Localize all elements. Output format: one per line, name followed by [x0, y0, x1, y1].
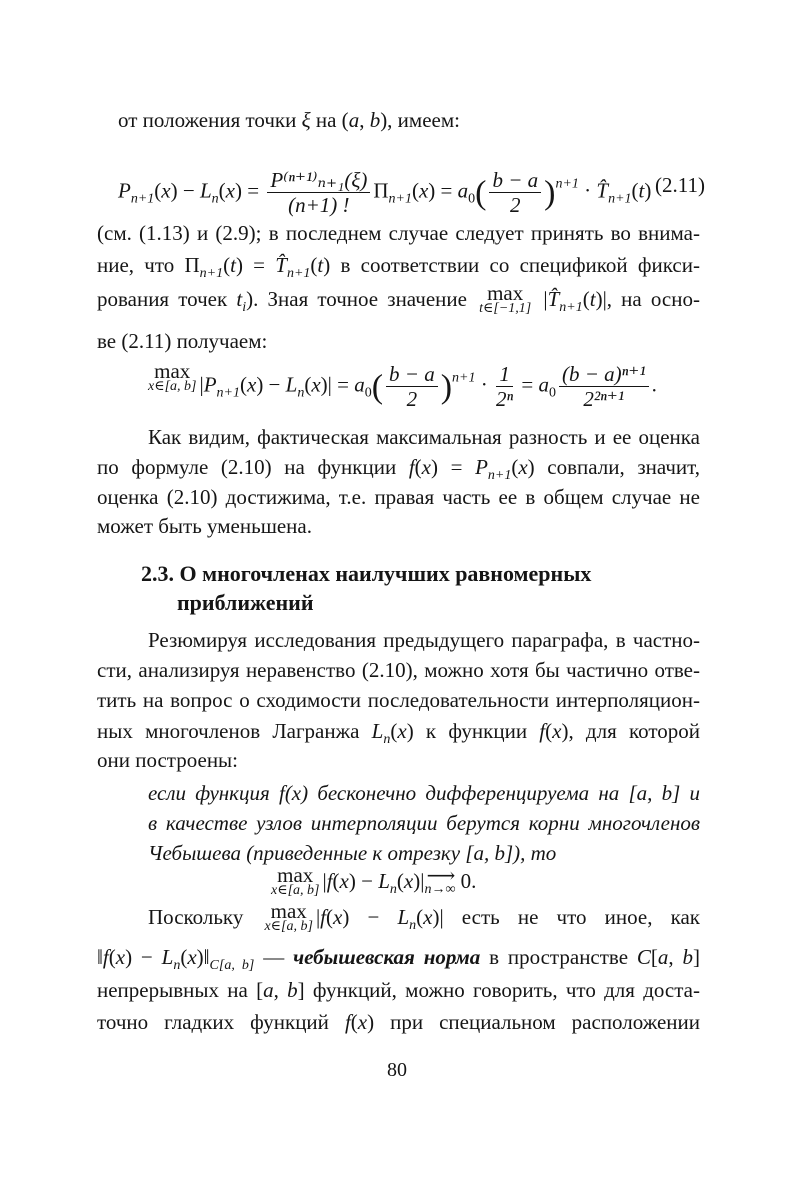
text-line — [97, 655, 700, 685]
text: ( — [582, 287, 590, 311]
math-text: b − a — [489, 168, 541, 193]
text: ), имеем: — [380, 108, 460, 132]
text-line — [97, 218, 700, 248]
text: ( — [350, 1010, 358, 1034]
text: )| — [432, 905, 444, 929]
text-line — [97, 899, 700, 941]
math-text: f — [344, 1010, 351, 1034]
math-text: x — [552, 719, 562, 743]
text: ) = — [428, 178, 458, 203]
text: ] — [693, 945, 701, 969]
text-line — [97, 422, 700, 452]
text: 0. — [455, 869, 477, 893]
math-text: L — [378, 869, 390, 893]
text: ве (2.11) получаем: — [97, 329, 268, 353]
text: ( — [396, 869, 404, 893]
math-subscript: 2 — [510, 193, 521, 217]
text: есть не что иное, как — [443, 905, 700, 929]
math-subscript: 2 — [406, 387, 418, 411]
text: . — [651, 372, 657, 397]
text: ных многочленов Лагранжа — [97, 719, 372, 743]
math-text: b — [682, 945, 694, 969]
math-text: P — [203, 372, 217, 397]
math-subscript: x∈[a, b] — [148, 379, 197, 394]
math-text: x — [246, 372, 257, 397]
math-text: x — [161, 178, 171, 203]
math-text: ) — [440, 368, 453, 406]
math-text: x — [403, 869, 414, 893]
math-text: b — [287, 978, 298, 1002]
text: , — [668, 945, 683, 969]
text: (см. (1.13) и (2.9); в последнем случае следует принять во внима- — [97, 221, 700, 245]
text: точно гладких функций — [97, 1010, 345, 1034]
math-text: в качестве узлов интерполяции берутся корни многочленов — [148, 811, 700, 835]
text: ) = — [430, 455, 476, 479]
limit-arrow — [424, 865, 456, 898]
math-text: T̂ — [547, 287, 560, 311]
text: · — [578, 178, 597, 203]
math-text: a — [457, 178, 469, 203]
text: ) к функции — [406, 719, 540, 743]
math-subscript: x∈[a, b] — [271, 883, 320, 898]
theorem-line — [148, 778, 700, 808]
math-text: f — [320, 905, 327, 929]
text: ) − — [348, 869, 379, 893]
math-text: ⟶ — [426, 865, 454, 888]
text: | — [322, 869, 327, 893]
math-text: a — [263, 978, 274, 1002]
text: | — [534, 287, 548, 311]
equation-number: (2.11) — [655, 173, 705, 197]
math-text: P — [475, 455, 488, 479]
text: · — [475, 372, 493, 397]
math-text: n+1 — [555, 176, 579, 192]
math-text: x — [187, 945, 197, 969]
text: Π — [373, 178, 389, 203]
text: ( — [304, 372, 312, 397]
text: Поскольку — [148, 905, 262, 929]
text: ) − — [342, 905, 398, 929]
text: ) при специальном расположении — [367, 1010, 701, 1034]
math-text: f — [102, 945, 109, 969]
text: по формуле (2.10) на функции — [97, 455, 409, 479]
text: ) − — [125, 945, 162, 969]
text-line — [97, 975, 700, 1005]
text: | — [199, 372, 204, 397]
text-line — [97, 1007, 700, 1037]
text: ( — [511, 455, 519, 479]
text: ), для которой — [561, 719, 700, 743]
text: они построены: — [97, 748, 239, 772]
math-text: ( — [475, 174, 487, 212]
math-text: если функция f(x) бесконечно дифференцируема на [a, b] и — [148, 781, 700, 805]
text: , — [273, 978, 288, 1002]
math-text: f — [539, 719, 546, 743]
math-subscript: 2²ⁿ⁺¹ — [583, 387, 625, 411]
math-text: x — [397, 719, 407, 743]
text: Резюмируя исследования предыдущего параграфа, в частно- — [148, 628, 700, 652]
text: ) — [323, 253, 331, 277]
text-line — [97, 745, 700, 775]
text: ) − — [170, 178, 200, 203]
equation-max-error — [145, 359, 748, 411]
math-text: приближений — [177, 590, 314, 615]
max-operator — [271, 863, 320, 898]
text: — — [254, 945, 294, 969]
text: ) совпали, значит, — [527, 455, 701, 479]
math-text: P⁽ⁿ⁺¹⁾ₙ₊₁(ξ) — [267, 168, 370, 193]
text: ( — [108, 945, 116, 969]
math-text: t — [236, 287, 243, 311]
text: ) = — [235, 253, 276, 277]
math-text: n — [211, 191, 219, 207]
text-line — [97, 685, 700, 715]
text: тить на вопрос о сходимости последовательности интерполяцион- — [97, 688, 700, 712]
math-text: Чебышева (приведенные к отрезку [a, b]), то — [148, 841, 557, 865]
math-text: L — [371, 719, 384, 743]
math-text: i — [242, 300, 247, 315]
math-text: a — [354, 372, 365, 397]
equation-2-11 — [118, 168, 721, 217]
math-text: 0 — [364, 385, 372, 401]
text: )‖ — [196, 945, 210, 969]
math-text: x — [357, 1010, 368, 1034]
math-text: t — [589, 287, 596, 311]
math-text: a — [348, 108, 360, 132]
text: | — [315, 905, 321, 929]
text: [ — [650, 945, 658, 969]
text: в пространстве — [480, 945, 637, 969]
math-text: n — [389, 882, 397, 897]
section-heading-cont — [177, 588, 780, 618]
text: оценка (2.10) достижима, т.е. правая часть ее в общем случае не — [97, 485, 700, 509]
text: ) — [644, 178, 652, 203]
math-text: t — [638, 178, 645, 203]
text: ( — [154, 178, 162, 203]
math-text: n+1 — [608, 191, 632, 207]
math-text: ξ — [301, 108, 311, 132]
math-text: f — [326, 869, 333, 893]
math-text: n — [383, 732, 391, 747]
theorem-line — [148, 838, 751, 868]
equation-convergence — [268, 863, 794, 905]
text: = — [516, 372, 539, 397]
text: )| — [413, 869, 425, 893]
text: от положения точки — [118, 108, 302, 132]
text: ] функций, можно говорить, что для доста- — [297, 978, 700, 1002]
fraction — [386, 362, 438, 411]
text: ( — [310, 253, 318, 277]
math-text: n+1 — [388, 191, 412, 207]
text: ( — [239, 372, 247, 397]
text: ние, что — [97, 253, 185, 277]
text: на ( — [310, 108, 349, 132]
text: ( — [390, 719, 398, 743]
math-text: x — [339, 869, 349, 893]
math-text: x — [333, 905, 343, 929]
math-text: L — [199, 178, 212, 203]
math-text: n — [409, 918, 417, 933]
math-text: x — [423, 905, 433, 929]
math-text: ) — [544, 174, 556, 212]
math-text: T̂ — [596, 178, 609, 203]
text: в соответствии со спецификой фикси- — [330, 253, 700, 277]
text: ) − — [256, 372, 286, 397]
math-subscript: x∈[a, b] — [264, 919, 313, 934]
text: ) = — [234, 178, 265, 203]
text: ( — [414, 455, 422, 479]
text: )| = — [320, 372, 355, 397]
math-text: ( — [371, 368, 384, 406]
text: рования точек — [97, 287, 237, 311]
math-text: x — [418, 178, 429, 203]
math-text: x — [518, 455, 528, 479]
math-text: b — [369, 108, 381, 132]
theorem-line — [148, 808, 700, 838]
fraction — [489, 168, 541, 217]
text-line — [97, 281, 700, 323]
text: Π — [184, 253, 200, 277]
text: сти, анализируя неравенство (2.10), можно хотя бы частично отве- — [97, 658, 700, 682]
math-text: b − a — [386, 362, 438, 387]
fraction — [559, 362, 649, 411]
math-text: max — [270, 899, 307, 923]
text: ( — [411, 178, 419, 203]
math-text: P — [118, 178, 131, 203]
math-text: n — [297, 385, 305, 401]
math-text: 0 — [468, 191, 476, 207]
text: ( — [218, 178, 226, 203]
math-text: n+1 — [286, 266, 311, 281]
section-heading — [141, 559, 744, 589]
math-text: a — [657, 945, 669, 969]
text: ‖ — [97, 945, 103, 969]
math-text: max — [154, 359, 191, 383]
math-text: n+1 — [216, 385, 240, 401]
fraction — [267, 168, 370, 217]
text: , — [359, 108, 370, 132]
math-text: C[a, b] — [209, 958, 255, 973]
math-text: a — [538, 372, 549, 397]
math-text: 1 — [496, 362, 513, 387]
math-text: x — [311, 372, 321, 397]
math-text: L — [285, 372, 298, 397]
text: ( — [180, 945, 188, 969]
math-text: x — [115, 945, 126, 969]
math-text: x — [225, 178, 235, 203]
math-text: L — [161, 945, 174, 969]
max-operator — [264, 899, 313, 934]
math-text: n+1 — [199, 266, 224, 281]
text-line — [118, 105, 721, 135]
math-text: C — [636, 945, 651, 969]
math-subscript: (n+1) ! — [288, 193, 350, 217]
max-operator — [148, 359, 197, 394]
math-text: n+1 — [130, 191, 155, 207]
text: ( — [332, 869, 340, 893]
max-operator — [479, 281, 532, 316]
text: ( — [326, 905, 334, 929]
math-text: 2.3. О многочленах наилучших равномерных — [141, 561, 592, 586]
math-text: 0 — [548, 385, 556, 401]
text: )|, на осно- — [595, 287, 700, 311]
math-text: n+1 — [559, 300, 583, 315]
math-text: (b − a)ⁿ⁺¹ — [559, 362, 649, 387]
fraction — [496, 362, 513, 411]
math-text: T̂ — [275, 253, 287, 277]
math-text: n+1 — [487, 468, 512, 483]
math-text: n — [173, 958, 181, 973]
text: может быть уменьшена. — [97, 514, 312, 538]
math-text: t — [230, 253, 236, 277]
math-text: max — [487, 281, 524, 305]
text: ( — [545, 719, 553, 743]
text-line — [97, 482, 700, 512]
emphasis-text: чебышевская норма — [293, 945, 481, 969]
text: непрерывных на [ — [97, 978, 264, 1002]
math-text: L — [397, 905, 410, 929]
text: ( — [416, 905, 424, 929]
math-subscript: n→∞ — [424, 882, 456, 898]
text: ). Зная точное значение — [246, 287, 477, 311]
math-text: max — [277, 863, 314, 887]
math-text: n+1 — [452, 370, 476, 386]
math-text: t — [317, 253, 324, 277]
math-text: x — [421, 455, 431, 479]
text: Как видим, фактическая максимальная разность и ее оценка — [148, 425, 700, 449]
text-line — [97, 326, 700, 356]
text-line — [97, 511, 700, 541]
math-subscript: 2ⁿ — [496, 387, 514, 411]
math-text: f — [408, 455, 415, 479]
text: ( — [631, 178, 639, 203]
page-number: 80 — [387, 1059, 407, 1081]
math-subscript: t∈[−1,1] — [479, 301, 532, 316]
text: ( — [223, 253, 231, 277]
text-line — [97, 625, 700, 655]
